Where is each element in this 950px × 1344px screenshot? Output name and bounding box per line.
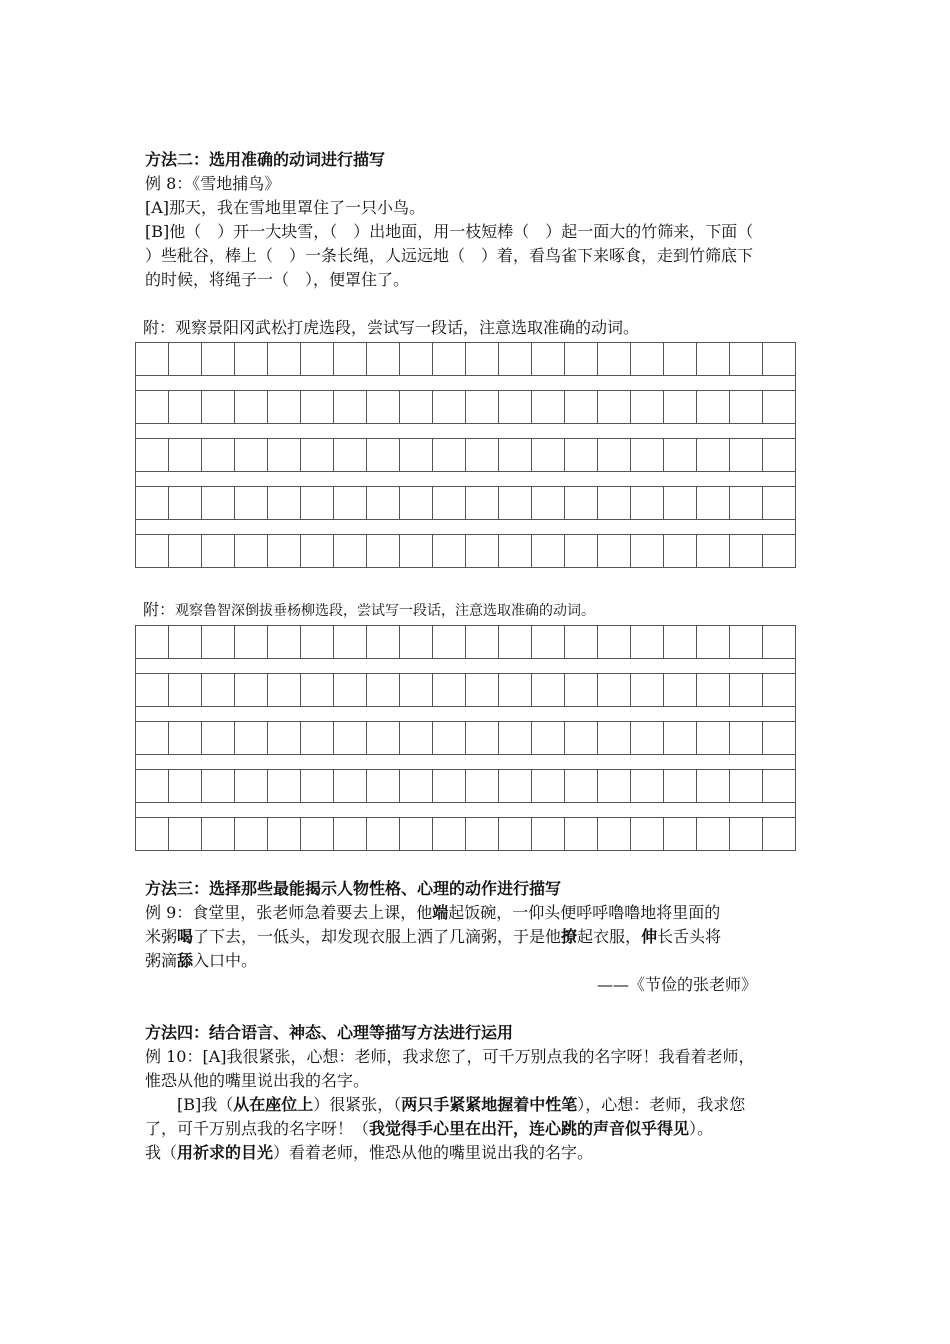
grid-cell[interactable]: [169, 770, 202, 803]
grid-cell[interactable]: [532, 818, 565, 851]
grid-cell[interactable]: [730, 674, 763, 707]
grid-cell[interactable]: [598, 674, 631, 707]
grid-cell[interactable]: [499, 722, 532, 755]
grid-cell[interactable]: [400, 535, 433, 568]
grid-cell[interactable]: [367, 674, 400, 707]
grid-cell[interactable]: [532, 535, 565, 568]
grid-cell[interactable]: [631, 770, 664, 803]
grid-row: [136, 343, 796, 376]
grid-cell[interactable]: [664, 722, 697, 755]
grid-cell[interactable]: [631, 487, 664, 520]
grid-cell[interactable]: [202, 391, 235, 424]
grid-cell[interactable]: [136, 439, 169, 472]
grid-cell[interactable]: [730, 722, 763, 755]
grid-cell[interactable]: [400, 487, 433, 520]
grid-row: [136, 535, 796, 568]
grid-cell[interactable]: [499, 818, 532, 851]
grid-cell[interactable]: [697, 391, 730, 424]
grid-cell[interactable]: [268, 535, 301, 568]
grid-cell[interactable]: [697, 626, 730, 659]
grid-cell[interactable]: [136, 722, 169, 755]
grid-cell[interactable]: [598, 439, 631, 472]
grid-cell[interactable]: [334, 343, 367, 376]
grid-cell[interactable]: [499, 439, 532, 472]
grid-cell[interactable]: [763, 343, 796, 376]
grid-cell[interactable]: [565, 439, 598, 472]
grid-cell[interactable]: [433, 391, 466, 424]
example9-line1: 例 9：食堂里，张老师急着要去上课，他端起饭碗，一仰头便呼呼噜噜地将里面的: [145, 903, 721, 922]
grid-cell[interactable]: [235, 722, 268, 755]
grid-cell[interactable]: [367, 343, 400, 376]
grid-cell[interactable]: [763, 535, 796, 568]
grid-cell[interactable]: [598, 626, 631, 659]
grid-cell[interactable]: [301, 770, 334, 803]
grid-cell[interactable]: [598, 770, 631, 803]
grid-cell[interactable]: [433, 626, 466, 659]
grid-cell[interactable]: [202, 770, 235, 803]
example10-a2: 惟恐从他的嘴里说出我的名字。: [145, 1071, 370, 1090]
grid-cell[interactable]: [499, 487, 532, 520]
grid-cell[interactable]: [268, 391, 301, 424]
grid-cell[interactable]: [631, 535, 664, 568]
grid-cell[interactable]: [730, 818, 763, 851]
grid-cell[interactable]: [532, 626, 565, 659]
grid-cell[interactable]: [268, 343, 301, 376]
grid-cell[interactable]: [664, 439, 697, 472]
method3-heading: 方法三：选择那些最能揭示人物性格、心理的动作进行描写: [145, 879, 562, 898]
grid-cell[interactable]: [565, 535, 598, 568]
grid-cell[interactable]: [763, 391, 796, 424]
grid-cell[interactable]: [532, 770, 565, 803]
grid-cell[interactable]: [631, 722, 664, 755]
note2-prefix: 附：: [143, 600, 176, 619]
grid-cell[interactable]: [697, 722, 730, 755]
grid-cell[interactable]: [631, 391, 664, 424]
grid-cell[interactable]: [400, 818, 433, 851]
grid-cell[interactable]: [664, 626, 697, 659]
grid-cell[interactable]: [532, 487, 565, 520]
grid-cell[interactable]: [730, 535, 763, 568]
grid-cell[interactable]: [334, 770, 367, 803]
grid-cell[interactable]: [664, 487, 697, 520]
grid-cell[interactable]: [598, 487, 631, 520]
grid-row: [136, 818, 796, 851]
grid-cell[interactable]: [763, 487, 796, 520]
grid-cell[interactable]: [763, 674, 796, 707]
example8-line-b2: ）些秕谷，棒上（ ）一条长绳，人远远地（ ）着，看鸟雀下来啄食，走到竹筛底下: [145, 246, 754, 265]
grid-cell[interactable]: [334, 439, 367, 472]
grid-cell[interactable]: [202, 818, 235, 851]
writing-note-2: [143, 598, 817, 623]
grid-cell[interactable]: [400, 626, 433, 659]
grid-spacer: [136, 803, 796, 818]
grid-cell[interactable]: [763, 818, 796, 851]
grid-cell[interactable]: [499, 674, 532, 707]
example10-b2: 了，可千万别点我的名字呀！（我觉得手心里在出汗，连心跳的声音似乎得见）。: [145, 1119, 714, 1138]
grid-cell[interactable]: [433, 535, 466, 568]
grid-cell[interactable]: [235, 439, 268, 472]
grid-cell[interactable]: [301, 487, 334, 520]
grid-cell[interactable]: [466, 535, 499, 568]
grid-cell[interactable]: [301, 391, 334, 424]
grid-cell[interactable]: [268, 674, 301, 707]
grid-cell[interactable]: [235, 487, 268, 520]
grid-cell[interactable]: [169, 487, 202, 520]
grid-cell[interactable]: [532, 391, 565, 424]
grid-cell[interactable]: [301, 343, 334, 376]
grid-cell[interactable]: [235, 626, 268, 659]
grid-cell[interactable]: [664, 770, 697, 803]
grid-cell[interactable]: [730, 487, 763, 520]
grid-cell[interactable]: [466, 770, 499, 803]
writing-grid-2: [135, 625, 796, 851]
grid-cell[interactable]: [631, 439, 664, 472]
grid-row: [136, 391, 796, 424]
grid-cell[interactable]: [631, 818, 664, 851]
grid-row: [136, 722, 796, 755]
example10-a1: 例 10：[A]我很紧张，心想：老师，我求您了，可千万别点我的名字呀！我看着老师，: [145, 1047, 755, 1066]
grid-cell[interactable]: [334, 818, 367, 851]
grid-cell[interactable]: [334, 674, 367, 707]
method4-heading: 方法四：结合语言、神态、心理等描写方法进行运用: [145, 1023, 514, 1042]
grid-cell[interactable]: [697, 535, 730, 568]
grid-cell[interactable]: [136, 535, 169, 568]
grid-cell[interactable]: [169, 626, 202, 659]
grid-spacer: [136, 424, 796, 439]
grid-cell[interactable]: [763, 722, 796, 755]
grid-cell[interactable]: [730, 391, 763, 424]
grid-cell[interactable]: [202, 439, 235, 472]
grid-cell[interactable]: [136, 674, 169, 707]
grid-cell[interactable]: [202, 626, 235, 659]
grid-cell[interactable]: [301, 626, 334, 659]
grid-cell[interactable]: [763, 626, 796, 659]
grid-cell[interactable]: [565, 391, 598, 424]
grid-cell[interactable]: [631, 626, 664, 659]
grid-cell[interactable]: [367, 626, 400, 659]
grid-cell[interactable]: [433, 770, 466, 803]
grid-cell[interactable]: [400, 674, 433, 707]
grid-spacer: [136, 659, 796, 674]
grid-cell[interactable]: [235, 343, 268, 376]
grid-cell[interactable]: [466, 343, 499, 376]
grid-cell[interactable]: [400, 343, 433, 376]
grid-cell[interactable]: [532, 674, 565, 707]
document-page: [145, 148, 817, 1165]
grid-cell[interactable]: [235, 818, 268, 851]
grid-cell[interactable]: [202, 487, 235, 520]
grid-row: [136, 626, 796, 659]
grid-cell[interactable]: [763, 770, 796, 803]
grid-cell[interactable]: [367, 535, 400, 568]
grid-cell[interactable]: [433, 439, 466, 472]
grid-cell[interactable]: [697, 818, 730, 851]
grid-cell[interactable]: [202, 722, 235, 755]
grid-cell[interactable]: [202, 674, 235, 707]
grid-cell[interactable]: [136, 487, 169, 520]
grid-cell[interactable]: [334, 626, 367, 659]
grid-cell[interactable]: [301, 439, 334, 472]
grid-cell[interactable]: [367, 770, 400, 803]
grid-cell[interactable]: [367, 818, 400, 851]
grid-cell[interactable]: [466, 818, 499, 851]
example8-line-b1: [B]他（ ）开一大块雪，（ ）出地面，用一枝短棒（ ）起一面大的竹筛来，下面（: [145, 222, 754, 241]
note2-text: 观察鲁智深倒拔垂杨柳选段，尝试写一段话，注意选取准确的动词。: [175, 603, 596, 619]
grid-cell[interactable]: [565, 626, 598, 659]
grid-cell[interactable]: [235, 770, 268, 803]
grid-cell[interactable]: [532, 343, 565, 376]
grid-cell[interactable]: [499, 770, 532, 803]
grid-cell[interactable]: [565, 818, 598, 851]
grid-cell[interactable]: [136, 818, 169, 851]
grid-cell[interactable]: [664, 391, 697, 424]
grid-cell[interactable]: [301, 818, 334, 851]
grid-cell[interactable]: [664, 343, 697, 376]
grid-cell[interactable]: [433, 343, 466, 376]
grid-cell[interactable]: [136, 343, 169, 376]
grid-cell[interactable]: [136, 391, 169, 424]
grid-cell[interactable]: [169, 674, 202, 707]
writing-grid-1: [135, 342, 796, 568]
grid-cell[interactable]: [334, 722, 367, 755]
grid-cell[interactable]: [169, 818, 202, 851]
grid-cell[interactable]: [169, 439, 202, 472]
grid-cell[interactable]: [235, 674, 268, 707]
grid-cell[interactable]: [730, 343, 763, 376]
example8-line-a: [A]那天，我在雪地里罩住了一只小鸟。: [145, 198, 426, 217]
grid-cell[interactable]: [499, 626, 532, 659]
grid-cell[interactable]: [730, 770, 763, 803]
grid-cell[interactable]: [631, 674, 664, 707]
example9-line2: 米粥喝了下去，一低头，却发现衣服上洒了几滴粥，于是他撩起衣服，伸长舌头将: [145, 927, 722, 946]
grid-cell[interactable]: [433, 487, 466, 520]
grid-cell[interactable]: [499, 343, 532, 376]
grid-cell[interactable]: [532, 439, 565, 472]
grid-cell[interactable]: [598, 722, 631, 755]
grid-spacer: [136, 755, 796, 770]
grid-cell[interactable]: [499, 535, 532, 568]
example10-b1: [B]我（从在座位上）很紧张，（两只手紧紧地握着中性笔），心想：老师，我求您: [177, 1095, 746, 1114]
grid-cell[interactable]: [631, 343, 664, 376]
grid-cell[interactable]: [664, 535, 697, 568]
grid-cell[interactable]: [598, 818, 631, 851]
grid-cell[interactable]: [202, 343, 235, 376]
grid-cell[interactable]: [433, 674, 466, 707]
grid-spacer: [136, 707, 796, 722]
grid-cell[interactable]: [532, 722, 565, 755]
grid-cell[interactable]: [268, 487, 301, 520]
grid-spacer: [136, 520, 796, 535]
example9-source: ——《节俭的张老师》: [596, 975, 757, 994]
grid-cell[interactable]: [466, 674, 499, 707]
grid-cell[interactable]: [400, 391, 433, 424]
grid-cell[interactable]: [136, 770, 169, 803]
grid-cell[interactable]: [334, 391, 367, 424]
grid-cell[interactable]: [334, 487, 367, 520]
grid-cell[interactable]: [334, 535, 367, 568]
grid-cell[interactable]: [763, 439, 796, 472]
grid-cell[interactable]: [598, 343, 631, 376]
grid-row: [136, 674, 796, 707]
grid-cell[interactable]: [598, 391, 631, 424]
grid-cell[interactable]: [268, 818, 301, 851]
grid-cell[interactable]: [730, 626, 763, 659]
grid-cell[interactable]: [367, 439, 400, 472]
grid-cell[interactable]: [268, 626, 301, 659]
grid-cell[interactable]: [235, 535, 268, 568]
grid-cell[interactable]: [565, 343, 598, 376]
grid-cell[interactable]: [169, 391, 202, 424]
grid-cell[interactable]: [367, 391, 400, 424]
example8-title: 例 8：《雪地捕鸟》: [145, 174, 281, 193]
grid-cell[interactable]: [565, 674, 598, 707]
grid-cell[interactable]: [235, 391, 268, 424]
grid-cell[interactable]: [268, 770, 301, 803]
example8-line-b3: 的时候，将绳子一（ ），便罩住了。: [145, 270, 410, 289]
grid-cell[interactable]: [169, 535, 202, 568]
grid-cell[interactable]: [466, 439, 499, 472]
grid-cell[interactable]: [466, 626, 499, 659]
grid-cell[interactable]: [169, 343, 202, 376]
grid-cell[interactable]: [598, 535, 631, 568]
grid-cell[interactable]: [136, 626, 169, 659]
grid-row: [136, 487, 796, 520]
example9-line3: 粥滴舔入口中。: [145, 951, 258, 970]
method2-heading: 方法二：选用准确的动词进行描写: [145, 150, 386, 169]
grid-cell[interactable]: [697, 343, 730, 376]
grid-cell[interactable]: [697, 487, 730, 520]
grid-cell[interactable]: [664, 674, 697, 707]
grid-cell[interactable]: [268, 439, 301, 472]
grid-row: [136, 770, 796, 803]
grid-cell[interactable]: [400, 770, 433, 803]
grid-cell[interactable]: [499, 391, 532, 424]
grid-cell[interactable]: [268, 722, 301, 755]
example10-b3: 我（用祈求的目光）看着老师，惟恐从他的嘴里说出我的名字。: [145, 1143, 594, 1162]
grid-cell[interactable]: [400, 722, 433, 755]
grid-cell[interactable]: [565, 487, 598, 520]
grid-cell[interactable]: [367, 487, 400, 520]
grid-cell[interactable]: [301, 722, 334, 755]
grid-cell[interactable]: [697, 770, 730, 803]
grid-cell[interactable]: [400, 439, 433, 472]
grid-cell[interactable]: [433, 722, 466, 755]
grid-cell[interactable]: [169, 722, 202, 755]
grid-cell[interactable]: [697, 439, 730, 472]
grid-cell[interactable]: [301, 674, 334, 707]
grid-cell[interactable]: [301, 535, 334, 568]
grid-cell[interactable]: [433, 818, 466, 851]
grid-cell[interactable]: [466, 487, 499, 520]
grid-cell[interactable]: [565, 722, 598, 755]
grid-cell[interactable]: [664, 818, 697, 851]
grid-spacer: [136, 376, 796, 391]
grid-row: [136, 439, 796, 472]
writing-note-1: 附：观察景阳冈武松打虎选段，尝试写一段话，注意选取准确的动词。: [143, 318, 640, 337]
grid-cell[interactable]: [466, 391, 499, 424]
grid-cell[interactable]: [367, 722, 400, 755]
grid-spacer: [136, 472, 796, 487]
grid-cell[interactable]: [202, 535, 235, 568]
grid-cell[interactable]: [466, 722, 499, 755]
grid-cell[interactable]: [730, 439, 763, 472]
grid-cell[interactable]: [697, 674, 730, 707]
grid-cell[interactable]: [565, 770, 598, 803]
